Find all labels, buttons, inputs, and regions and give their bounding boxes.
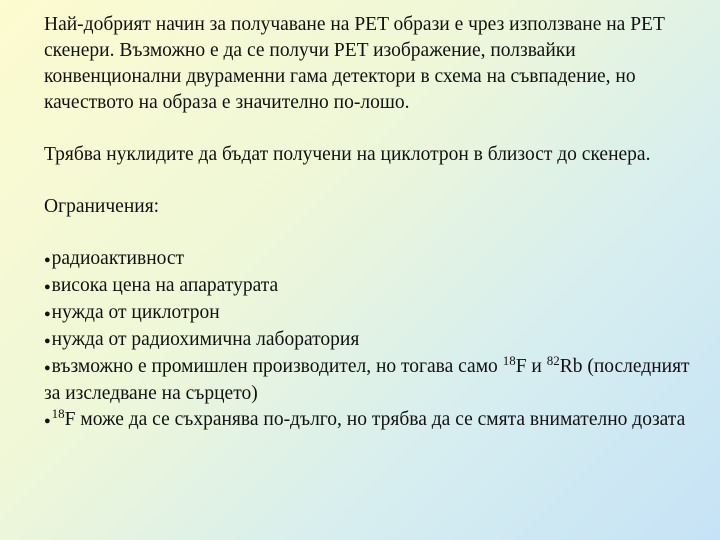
- list-item: [44, 300, 704, 327]
- isotope-mass-number: 18: [51, 406, 65, 421]
- bullet-text: нужда от циклотрон: [51, 302, 220, 323]
- bullet-text: радиоактивност: [51, 248, 185, 269]
- isotope-mass-number: 82: [546, 353, 560, 368]
- limitations-heading: Ограничения:: [44, 196, 160, 217]
- isotope-mass-number: 18: [502, 353, 516, 368]
- bullet-dot-icon: ●: [44, 362, 51, 374]
- spacer: [44, 168, 704, 194]
- bullet-text: възможно е промишлен производител, но тогава само: [51, 356, 503, 377]
- bullet-dot-icon: ●: [44, 415, 51, 427]
- limitations-list: [44, 246, 704, 434]
- bullet-text: висока цена на апаратурата: [51, 275, 279, 296]
- list-item: [44, 273, 704, 300]
- list-item: [44, 327, 704, 354]
- bullet-dot-icon: ●: [44, 335, 51, 347]
- cyclotron-paragraph: Трябва нуклидите да бъдат получени на циклотрон в близост до скенера.: [44, 144, 651, 165]
- list-item: [44, 354, 704, 407]
- slide-content: [44, 12, 704, 434]
- bullet-text: F и: [515, 356, 547, 377]
- bullet-dot-icon: ●: [44, 308, 51, 320]
- bullet-text: Rb (последният за изследване на сърцето): [44, 356, 690, 404]
- spacer: [44, 220, 704, 246]
- intro-paragraph: Най-добрият начин за получаване на PET образи е чрез използване на PET скенери. Възможно е да се получи PET изображение, ползвайки конвенционални двураменни гама детектори в схема на съвпадение, но качеството на образа е значително по-лошо.: [44, 14, 665, 113]
- spacer: [44, 116, 704, 142]
- bullet-dot-icon: ●: [44, 254, 51, 266]
- bullet-text: F може да се съхранява по-дълго, но трябва да се смята внимателно дозата: [64, 409, 686, 430]
- bullet-text: нужда от радиохимична лаборатория: [51, 329, 360, 350]
- list-item: [44, 246, 704, 273]
- bullet-dot-icon: ●: [44, 281, 51, 293]
- list-item: [44, 407, 704, 434]
